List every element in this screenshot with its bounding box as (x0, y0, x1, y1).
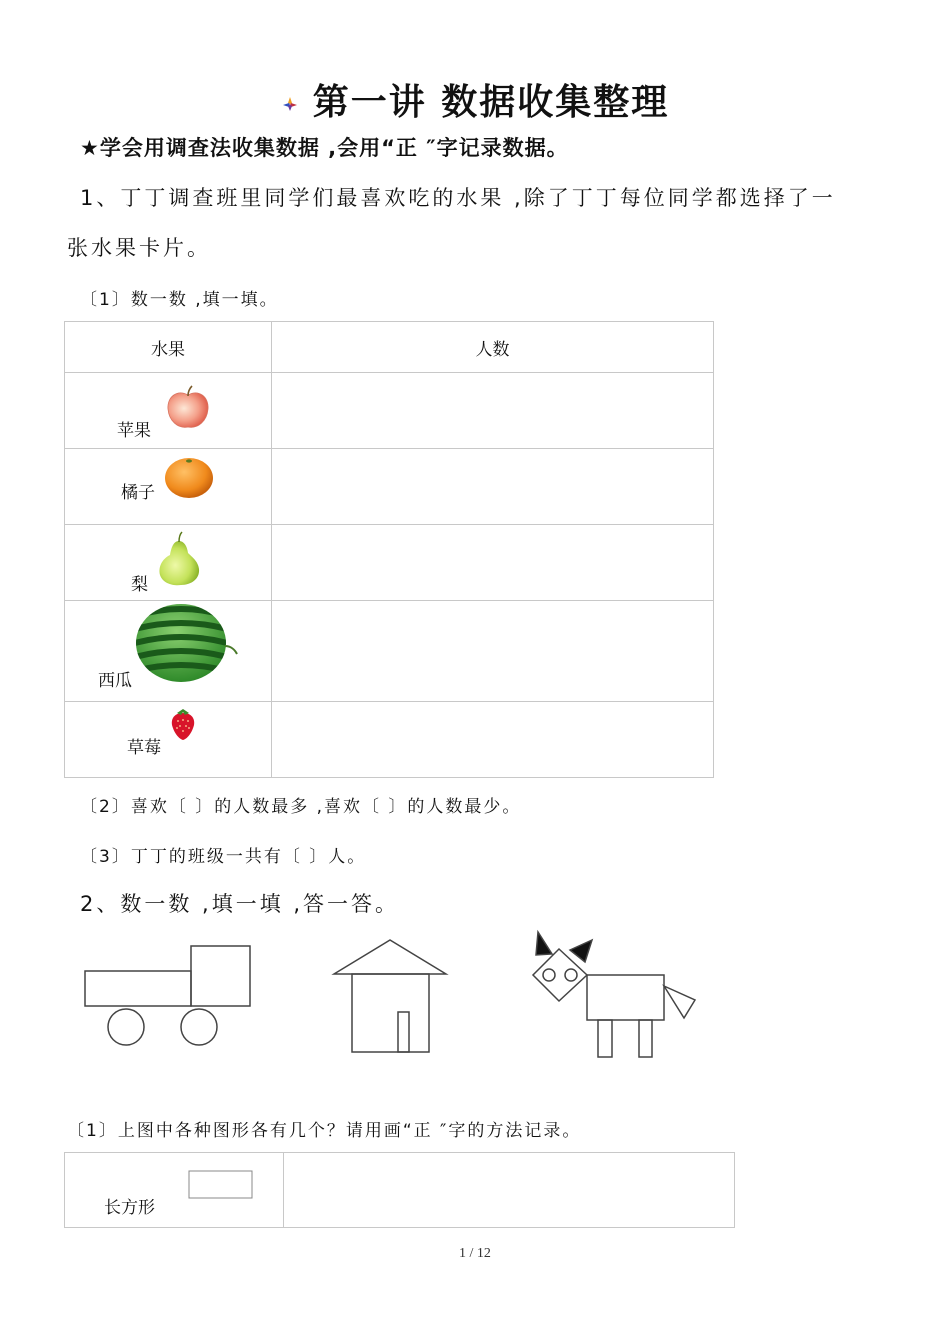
animal-tail-triangle (664, 986, 695, 1018)
animal-eye-circle (565, 969, 577, 981)
fruit-count-table (64, 321, 714, 778)
title-text: 第一讲 数据收集整理 (312, 82, 670, 123)
question-1-sub-1: 〔1〕数一数 ,填一填。 (80, 290, 279, 310)
learning-objective: ★学会用调查法收集数据 ,会用“正 ″字记录数据。 (80, 136, 569, 160)
table-row (65, 601, 714, 702)
watermelon-icon (135, 602, 241, 686)
truck-figure (85, 946, 250, 1045)
fruit-label: 草莓 (127, 738, 161, 758)
fruit-cell-pear (65, 525, 272, 601)
table-row (65, 449, 714, 525)
page-number: 1 / 12 (459, 1246, 491, 1261)
count-cell-rectangle[interactable] (284, 1153, 735, 1228)
animal-eye-circle (543, 969, 555, 981)
table-row (65, 702, 714, 778)
question-1-line-1: 1、丁丁调查班里同学们最喜欢吃的水果 ,除了丁丁每位同学都选择了一 (80, 186, 836, 210)
apple-icon (163, 383, 213, 433)
question-2-sub-1: 〔1〕上图中各种图形各有几个？请用画“正 ″字的方法记录。 (67, 1121, 582, 1141)
pear-icon (154, 531, 204, 587)
question-1-sub-3: 〔3〕丁丁的班级一共有〔 〕人。 (80, 847, 367, 867)
fruit-label: 橘子 (121, 483, 155, 503)
fruit-cell-watermelon (65, 601, 272, 702)
question-2-heading: 2、数一数 ,填一填 ,答一答。 (80, 892, 400, 916)
house-door-rectangle (398, 1012, 409, 1052)
animal-ear-triangle (570, 940, 592, 962)
animal-leg-rectangle (598, 1020, 612, 1057)
truck-wheel-circle (108, 1009, 144, 1045)
fruit-cell-strawberry (65, 702, 272, 778)
table-row (65, 1153, 735, 1228)
house-roof-triangle (334, 940, 446, 974)
shape-count-table (64, 1152, 735, 1228)
bullet-mark-icon (281, 95, 299, 113)
fruit-label: 梨 (131, 575, 148, 595)
table-row (65, 525, 714, 601)
fruit-label: 西瓜 (98, 671, 132, 691)
count-cell-watermelon[interactable] (272, 601, 714, 702)
page-title (0, 74, 950, 125)
animal-figure (533, 932, 695, 1057)
house-body-rectangle (352, 974, 429, 1052)
shape-figures (0, 925, 950, 1070)
count-cell-strawberry[interactable] (272, 702, 714, 778)
count-cell-apple[interactable] (272, 373, 714, 449)
animal-ear-triangle (536, 932, 552, 955)
question-1-sub-2: 〔2〕喜欢〔 〕的人数最多 ,喜欢〔 〕的人数最少。 (80, 797, 522, 817)
shape-label: 长方形 (104, 1198, 155, 1218)
fruit-cell-orange (65, 449, 272, 525)
fruit-label: 苹果 (117, 421, 151, 441)
rectangle-shape-icon (188, 1170, 254, 1200)
header-fruit: 水果 (65, 322, 272, 373)
animal-leg-rectangle (639, 1020, 652, 1057)
truck-cab-square (191, 946, 250, 1006)
truck-wheel-circle (181, 1009, 217, 1045)
animal-body-rectangle (587, 975, 664, 1020)
question-1-line-2: 张水果卡片。 (67, 236, 211, 260)
header-count: 人数 (272, 322, 714, 373)
strawberry-icon (169, 707, 197, 741)
orange-icon (163, 453, 217, 501)
house-figure (334, 940, 446, 1052)
fruit-cell-apple (65, 373, 272, 449)
truck-cargo-rectangle (85, 971, 191, 1006)
table-row (65, 373, 714, 449)
count-cell-orange[interactable] (272, 449, 714, 525)
table-header-row (65, 322, 714, 373)
shape-cell-rectangle (65, 1153, 284, 1228)
count-cell-pear[interactable] (272, 525, 714, 601)
